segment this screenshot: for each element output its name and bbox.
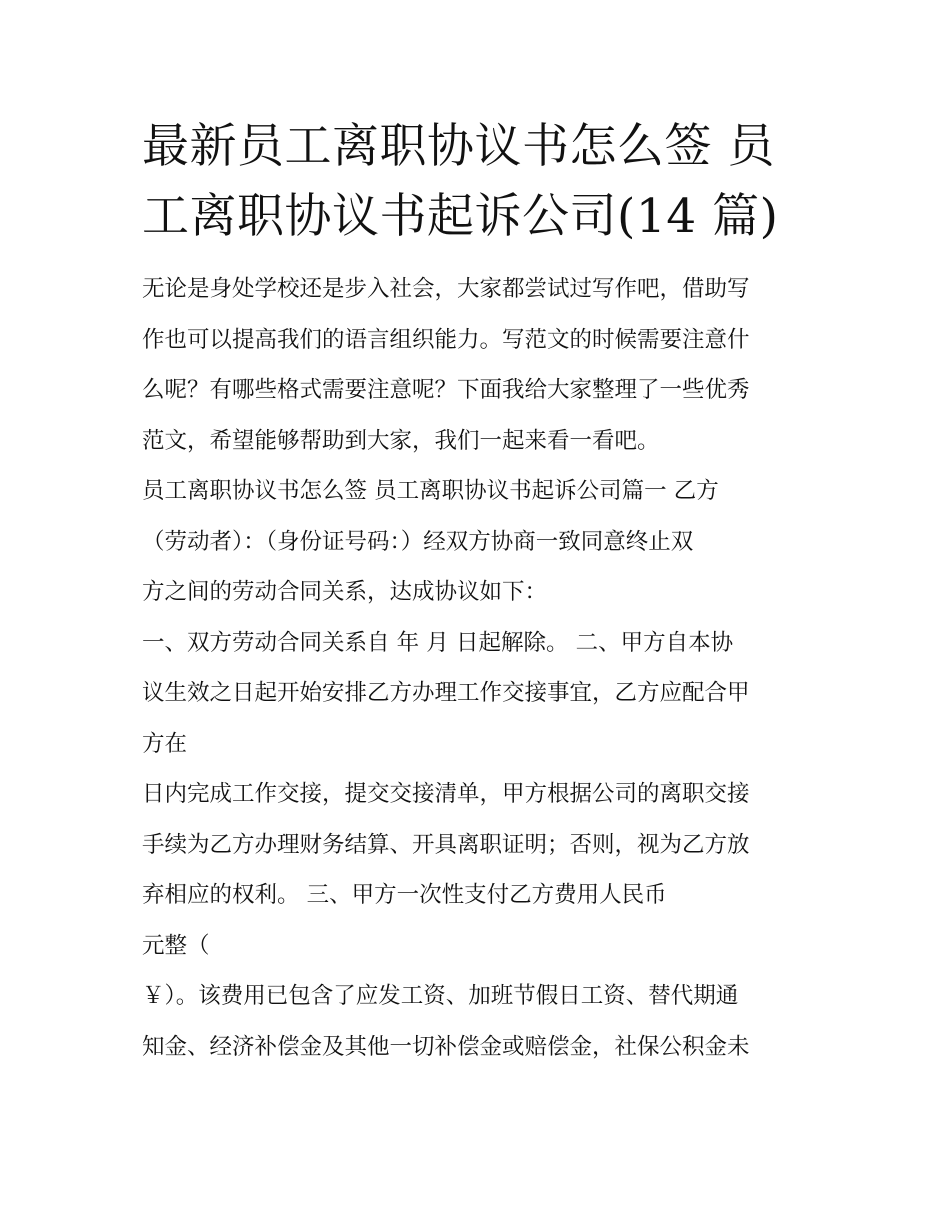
paragraph-amount: 元整（ (142, 932, 210, 959)
document-content (142, 112, 822, 1072)
paragraph-agreement-parties: 员工离职协议书怎么签 员工离职协议书起诉公司篇一 乙方 （劳动者）：（身份证号码：）经双方协商一致同意终止双 方之间的劳动合同关系，达成协议如下： (142, 478, 719, 605)
paragraph-clause-one-two: 一、双方劳动合同关系自 年 月 日起解除。 二、甲方自本协 议生效之日起开始安排乙方办理工作交接事宜，乙方应配合甲 方在 (142, 629, 750, 757)
paragraph-compensation: ￥）。该费用已包含了应发工资、加班节假日工资、替代期通 知金、经济补偿金及其他一切补偿金或赔偿金，社保公积金未 (142, 983, 750, 1060)
document-title: 最新员工离职协议书怎么签 员 工离职协议书起诉公司(14 篇) (142, 119, 779, 244)
paragraph-handover: 日内完成工作交接，提交交接清单，甲方根据公司的离职交接 手续为乙方办理财务结算、开具离职证明；否则，视为乙方放 弃相应的权利。 三、甲方一次性支付乙方费用人民币 (142, 781, 750, 908)
paragraph-intro: 无论是身处学校还是步入社会，大家都尝试过写作吧，借助写 作也可以提高我们的语言组织能力。写范文的时候需要注意什 么呢？有哪些格式需要注意呢？下面我给大家整理了一些优秀 范文，希望能够帮助到大家，我们一起来看一看吧。 (142, 276, 750, 454)
